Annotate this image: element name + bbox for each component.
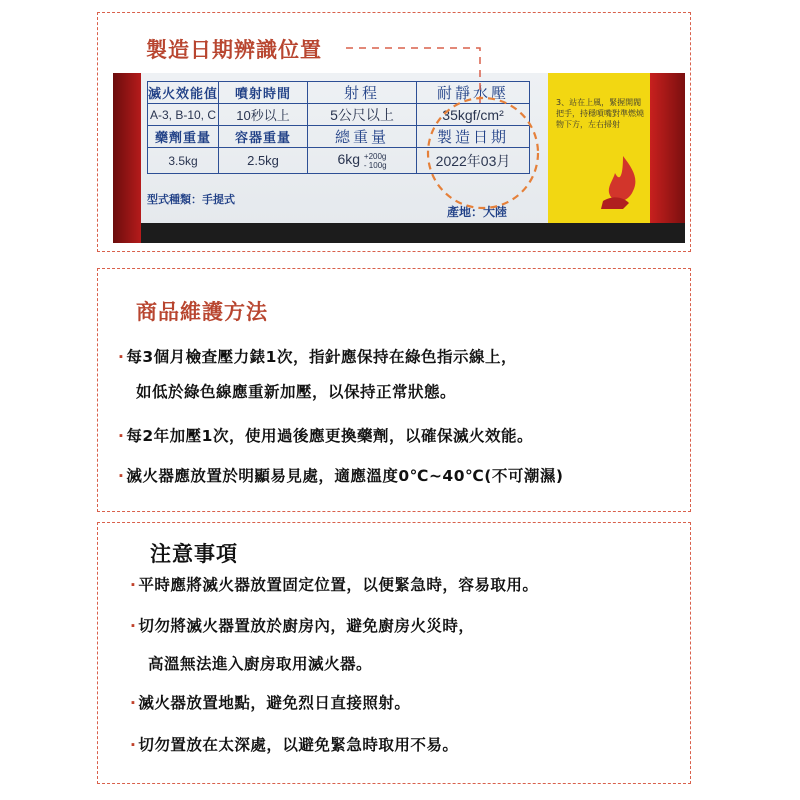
instruction-text: 3、站在上風，緊握開閥把手，持穩噴嘴對準燃燒物下方，左右掃射 [556,98,644,129]
bullet-dot: · [130,736,137,754]
section-title-maintenance: 商品維護方法 [136,300,268,324]
tolerance-plus: +200g [363,151,387,161]
header-spray-time: 噴射時間 [219,82,308,104]
maintenance-line-2: 如低於綠色線應重新加壓，以保持正常狀態。 [136,383,457,401]
maintenance-text-4: 滅火器應放置於明顯易見處，適應溫度0℃~40℃(不可潮濕) [126,467,564,485]
bullet-dot: · [118,348,125,366]
bullet-dot: · [130,617,137,635]
value-manufacture-date: 2022年03月 [417,148,530,174]
precaution-text-2: 切勿將滅火器置放於廚房內，避免廚房火災時， [138,617,475,635]
value-range: 5公尺以上 [308,104,417,126]
origin-label: 產地：大陸 [447,205,508,219]
precaution-line-1 [130,573,538,595]
pointer-line [346,48,480,108]
maintenance-text-3: 每2年加壓1次，使用過後應更換藥劑，以確保滅火效能。 [126,427,533,445]
section-title-date-location: 製造日期辨識位置 [146,38,322,62]
header-manufacture-date: 製造日期 [417,126,530,148]
value-spray-time: 10秒以上 [219,104,308,126]
value-total-weight: 6kg [337,151,361,168]
precaution-line-4 [130,691,410,713]
precaution-line-2 [130,614,474,636]
precaution-line-5 [130,733,458,755]
value-pressure: 35kgf/cm² [417,104,530,126]
header-container-weight: 容器重量 [219,126,308,148]
bullet-dot: · [118,467,125,485]
maintenance-line-3 [118,424,533,446]
date-highlight-circle [428,98,538,208]
value-container-weight: 2.5kg [219,148,308,174]
section-title-precautions: 注意事項 [150,542,238,566]
precaution-text-1: 平時應將滅火器放置固定位置，以便緊急時，容易取用。 [138,576,539,594]
maintenance-line-4 [118,464,563,486]
bullet-dot: · [118,427,125,445]
value-efficacy: A-3, B-10, C [148,104,219,126]
header-pressure: 耐靜水壓 [417,82,530,104]
header-range: 射程 [308,82,417,104]
header-total-weight: 總重量 [308,126,417,148]
maintenance-line-1 [118,345,517,367]
maintenance-text-1: 每3個月檢查壓力錶1次，指針應保持在綠色指示線上， [126,348,517,366]
header-efficacy: 滅火效能值 [148,82,219,104]
bullet-dot: · [130,576,137,594]
precaution-text-4: 滅火器放置地點，避免烈日直接照射。 [138,694,411,712]
value-agent-weight: 3.5kg [148,148,219,174]
bullet-dot: · [130,694,137,712]
header-agent-weight: 藥劑重量 [148,126,219,148]
type-line: 型式種類：手提式 [147,194,235,206]
precaution-text-5: 切勿置放在太深處，以避免緊急時取用不易。 [138,736,459,754]
tolerance-minus: - 100g [363,160,387,170]
precaution-line-3: 高溫無法進入廚房取用滅火器。 [148,655,373,673]
